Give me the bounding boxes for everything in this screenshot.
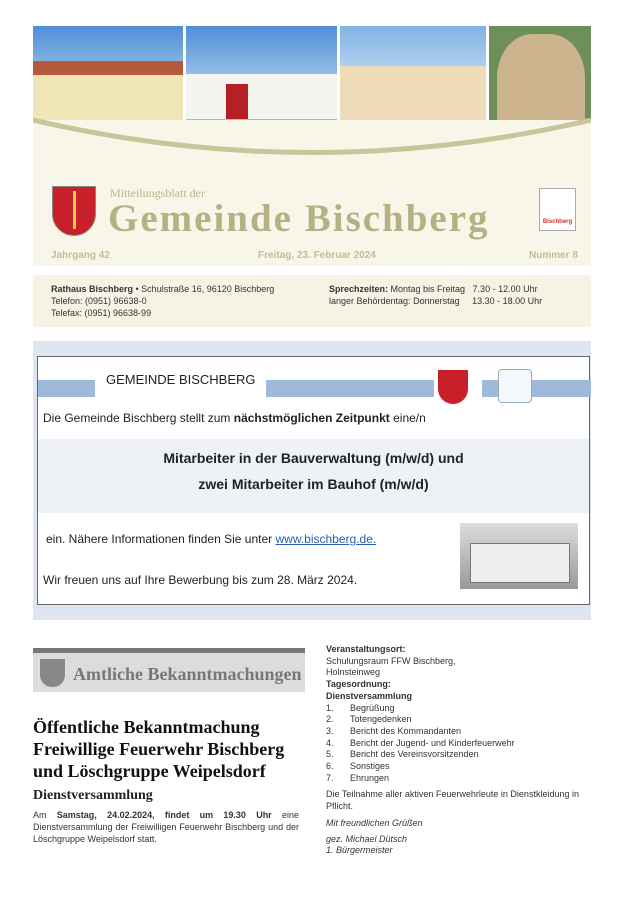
agenda-number: 4. — [326, 737, 334, 748]
ad-intro: Die Gemeinde Bischberg stellt zum — [43, 411, 234, 425]
masthead-title: Gemeinde Bischberg — [108, 197, 490, 240]
ad-more-info: ein. Nähere Informationen finden Sie unter — [46, 532, 276, 546]
agenda-list — [326, 703, 591, 785]
agenda-text: Totengedenken — [350, 714, 412, 725]
church-icon — [498, 369, 532, 403]
article-body: Am Samstag, 24.02.2024, findet um 19.30 Uhr eine Dienstversammlung der Freiwilligen Feuerwehr Bischberg und der Löschgruppe Weipelsdorf statt. — [33, 810, 299, 844]
article-column-2 — [326, 644, 591, 857]
coat-of-arms-icon — [438, 370, 468, 404]
greeting: Mit freundlichen Grüßen — [326, 817, 423, 828]
agenda-text: Ehrungen — [350, 772, 390, 783]
venue-label: Veranstaltungsort: — [326, 644, 406, 654]
headline-1: Öffentliche Bekanntmachung — [33, 717, 260, 737]
agenda-number: 7. — [326, 772, 334, 783]
masthead-swoosh — [33, 100, 591, 170]
volume: Jahrgang 42 — [51, 250, 110, 261]
issue-date: Freitag, 23. Februar 2024 — [258, 250, 376, 261]
agenda-number: 5. — [326, 749, 334, 760]
agenda-number: 3. — [326, 725, 334, 736]
town-hall-photo — [460, 523, 578, 589]
contact-name: Rathaus Bischberg — [51, 284, 134, 294]
agenda-item — [326, 761, 591, 773]
contact-fax: Telefax: (0951) 96638-99 — [51, 308, 152, 318]
signature: gez. Michael Dütsch — [326, 833, 408, 844]
agenda-number: 6. — [326, 761, 334, 772]
contact-phone: Telefon: (0951) 96638-0 — [51, 296, 147, 306]
contact-address: • Schulstraße 16, 96120 Bischberg — [133, 284, 275, 294]
ad-deadline: Wir freuen uns auf Ihre Bewerbung bis zum 28. März 2024. — [43, 573, 358, 587]
job-ad — [37, 356, 590, 605]
subhead: Dienstversammlung — [33, 788, 153, 803]
section-header — [33, 648, 305, 692]
agenda-number: 2. — [326, 714, 334, 725]
headline-2: Freiwillige Feuerwehr Bischberg — [33, 739, 285, 759]
venue-line-2: Holnsteinweg — [326, 667, 381, 678]
issue-number: Nummer 8 — [529, 250, 578, 261]
agenda-item — [326, 738, 591, 750]
section-title: Amtliche Bekanntmachungen — [73, 664, 302, 684]
coat-of-arms-icon — [52, 186, 96, 236]
signer-role: 1. Bürgermeister — [326, 845, 393, 856]
agenda-sub: Dienstversammlung — [326, 690, 413, 701]
hours-label: Sprechzeiten: — [329, 284, 389, 294]
agenda-text: Begrüßung — [350, 702, 395, 713]
ad-job-2: zwei Mitarbeiter im Bauhof (m/w/d) — [198, 476, 429, 492]
agenda-text: Bericht des Kommandanten — [350, 725, 462, 736]
hours-weekday: Montag bis Freitag 7.30 - 12.00 Uhr — [388, 284, 538, 294]
agenda-number: 1. — [326, 702, 334, 713]
coat-of-arms-icon — [40, 659, 65, 687]
agenda-text: Sonstiges — [350, 761, 390, 772]
agenda-item — [326, 703, 591, 715]
venue-line-1: Schulungsraum FFW Bischberg, — [326, 655, 456, 666]
agenda-item — [326, 773, 591, 785]
contact-band — [33, 275, 591, 327]
agenda-text: Bericht der Jugend- und Kinderfeuerwehr — [350, 737, 515, 748]
masthead-pretitle: Mitteilungsblatt der — [110, 186, 205, 200]
headline-3: und Löschgruppe Weipelsdorf — [33, 761, 266, 781]
agenda-label: Tagesordnung: — [326, 679, 391, 690]
attendance-note: Die Teilnahme aller aktiven Feuerwehrleute in Dienstkleidung in Pflicht. — [326, 789, 579, 812]
agenda-item — [326, 726, 591, 738]
jubilee-logo: Bischberg — [539, 188, 576, 231]
agenda-text: Bericht des Vereinsvorsitzenden — [350, 749, 479, 760]
ad-intro-bold: nächstmöglichen Zeitpunkt — [233, 411, 390, 425]
ad-org: GEMEINDE BISCHBERG — [106, 372, 256, 387]
website-link[interactable]: www.bischberg.de. — [275, 532, 377, 546]
agenda-item — [326, 714, 591, 726]
agenda-item — [326, 749, 591, 761]
ad-intro-end: eine/n — [389, 411, 426, 425]
ad-job-1: Mitarbeiter in der Bauverwaltung (m/w/d) und — [163, 450, 464, 466]
hours-thursday: langer Behördentag: Donnerstag 13.30 - 18.00 Uhr — [329, 296, 543, 306]
